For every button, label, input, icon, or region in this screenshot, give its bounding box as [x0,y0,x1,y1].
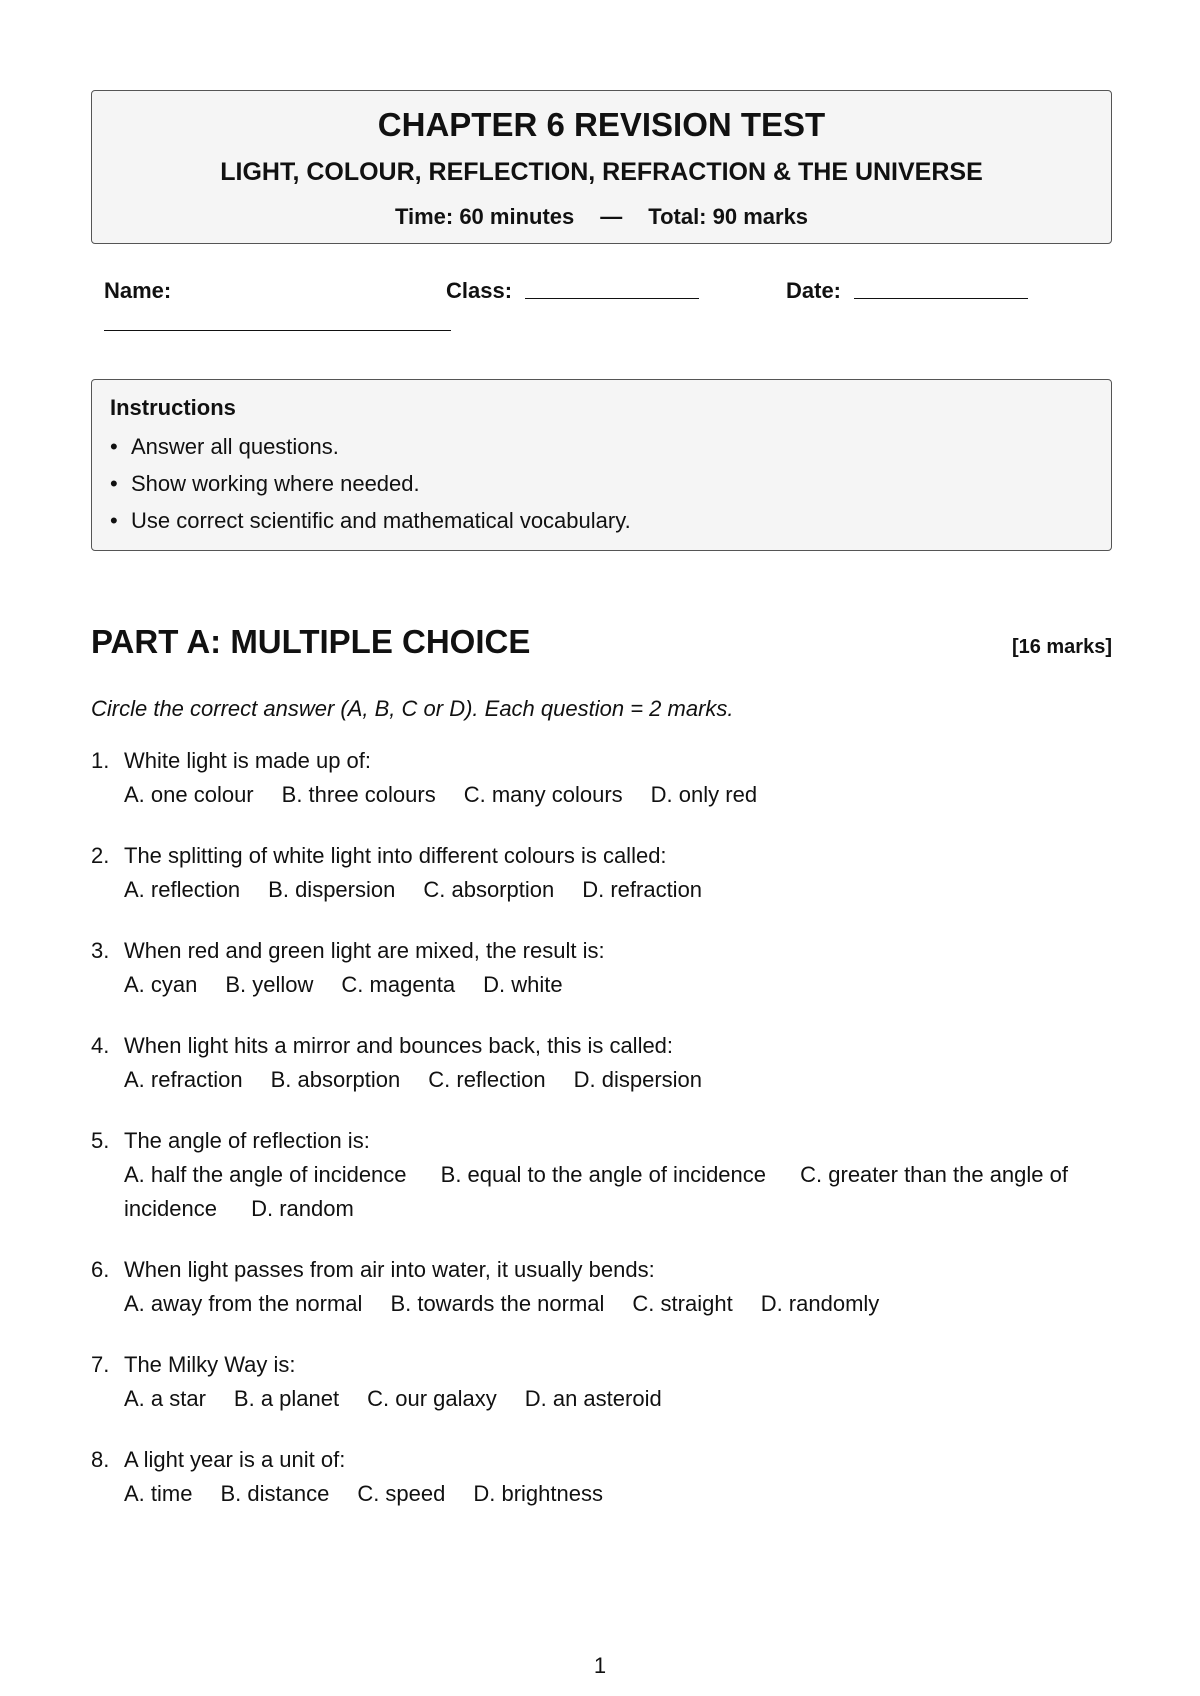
question-number: 7. [91,1352,110,1377]
instructions-list [110,428,631,539]
answer-options [124,873,1121,907]
instructions-title: Instructions [110,395,236,420]
test-subtitle: LIGHT, COLOUR, REFLECTION, REFRACTION & THE UNIVERSE [220,158,983,186]
option-b[interactable]: B. towards the normal [390,1291,605,1316]
question-8 [91,1443,1121,1511]
question-6 [91,1253,1121,1321]
question-number: 5. [91,1128,110,1153]
name-field[interactable] [104,330,451,331]
option-d[interactable]: D. dispersion [573,1067,703,1092]
option-d[interactable]: D. only red [650,782,758,807]
time-allowed: Time: 60 minutes [394,204,575,229]
question-number: 8. [91,1447,110,1472]
option-b[interactable]: B. distance [220,1481,330,1506]
option-c[interactable]: C. many colours [463,782,623,807]
name-label: Name: [104,278,172,303]
question-5 [91,1124,1121,1226]
question-number: 4. [91,1033,110,1058]
option-b[interactable]: B. yellow [225,972,314,997]
total-marks: Total: 90 marks [648,204,809,229]
option-d[interactable]: D. white [483,972,563,997]
question-text: A light year is a unit of: [124,1447,346,1472]
option-b[interactable]: B. dispersion [268,877,396,902]
question-list [91,744,1121,1538]
answer-options [124,1287,1121,1321]
instruction-item: • Answer all questions. [110,428,631,465]
part-a-heading: PART A: MULTIPLE CHOICE [91,623,531,660]
part-a-instruction: Circle the correct answer (A, B, C or D). Each question = 2 marks. [91,696,734,721]
question-7 [91,1348,1121,1416]
question-text: The Milky Way is: [124,1352,296,1377]
answer-options [124,778,1121,812]
option-a[interactable]: A. a star [124,1386,206,1411]
answer-options [124,1158,1121,1226]
option-c[interactable]: C. our galaxy [367,1386,497,1411]
page-number: 1 [593,1653,607,1678]
option-d[interactable]: D. random [251,1196,354,1221]
option-a[interactable]: A. cyan [124,972,198,997]
question-text: When light hits a mirror and bounces back, this is called: [124,1033,674,1058]
question-number: 6. [91,1257,110,1282]
option-a[interactable]: A. time [124,1481,193,1506]
option-b[interactable]: B. absorption [270,1067,401,1092]
question-number: 1. [91,748,110,773]
option-d[interactable]: D. brightness [473,1481,603,1506]
option-c[interactable]: C. straight [632,1291,733,1316]
instruction-item: • Use correct scientific and mathematical vocabulary. [110,502,631,539]
answer-options [124,1477,1121,1511]
question-3 [91,934,1121,1002]
class-label: Class: [446,278,513,303]
option-b[interactable]: B. a planet [233,1386,340,1411]
question-number: 3. [91,938,110,963]
instruction-item: • Show working where needed. [110,465,631,502]
option-c[interactable]: C. reflection [428,1067,546,1092]
option-d[interactable]: D. randomly [760,1291,880,1316]
part-a-marks: [16 marks] [1011,636,1112,658]
date-label: Date: [786,278,842,303]
instructions-box [91,379,1112,551]
option-d[interactable]: D. refraction [582,877,703,902]
option-c[interactable]: C. greater than the angle of incidence [124,1162,1068,1221]
option-b[interactable]: B. three colours [281,782,436,807]
title-box [91,90,1112,244]
test-title: CHAPTER 6 REVISION TEST [377,106,826,143]
question-4 [91,1029,1121,1097]
meta-separator: — [600,204,623,229]
option-b[interactable]: B. equal to the angle of incidence [440,1162,767,1187]
question-text: When light passes from air into water, it usually bends: [124,1257,655,1282]
option-c[interactable]: C. absorption [423,877,555,902]
option-a[interactable]: A. refraction [124,1067,243,1092]
option-a[interactable]: A. away from the normal [124,1291,363,1316]
answer-options [124,1382,1121,1416]
class-field[interactable] [525,298,699,299]
option-a[interactable]: A. one colour [124,782,254,807]
option-d[interactable]: D. an asteroid [524,1386,662,1411]
test-meta [92,203,1111,231]
question-1 [91,744,1121,812]
question-text: The angle of reflection is: [124,1128,370,1153]
question-text: White light is made up of: [124,748,372,773]
option-a[interactable]: A. half the angle of incidence [124,1162,407,1187]
option-c[interactable]: C. speed [357,1481,446,1506]
option-a[interactable]: A. reflection [124,877,241,902]
question-text: When red and green light are mixed, the result is: [124,938,605,963]
question-text: The splitting of white light into different colours is called: [124,843,667,868]
option-c[interactable]: C. magenta [341,972,456,997]
answer-options [124,968,1121,1002]
answer-options [124,1063,1121,1097]
question-number: 2. [91,843,110,868]
date-field[interactable] [854,298,1028,299]
question-2 [91,839,1121,907]
